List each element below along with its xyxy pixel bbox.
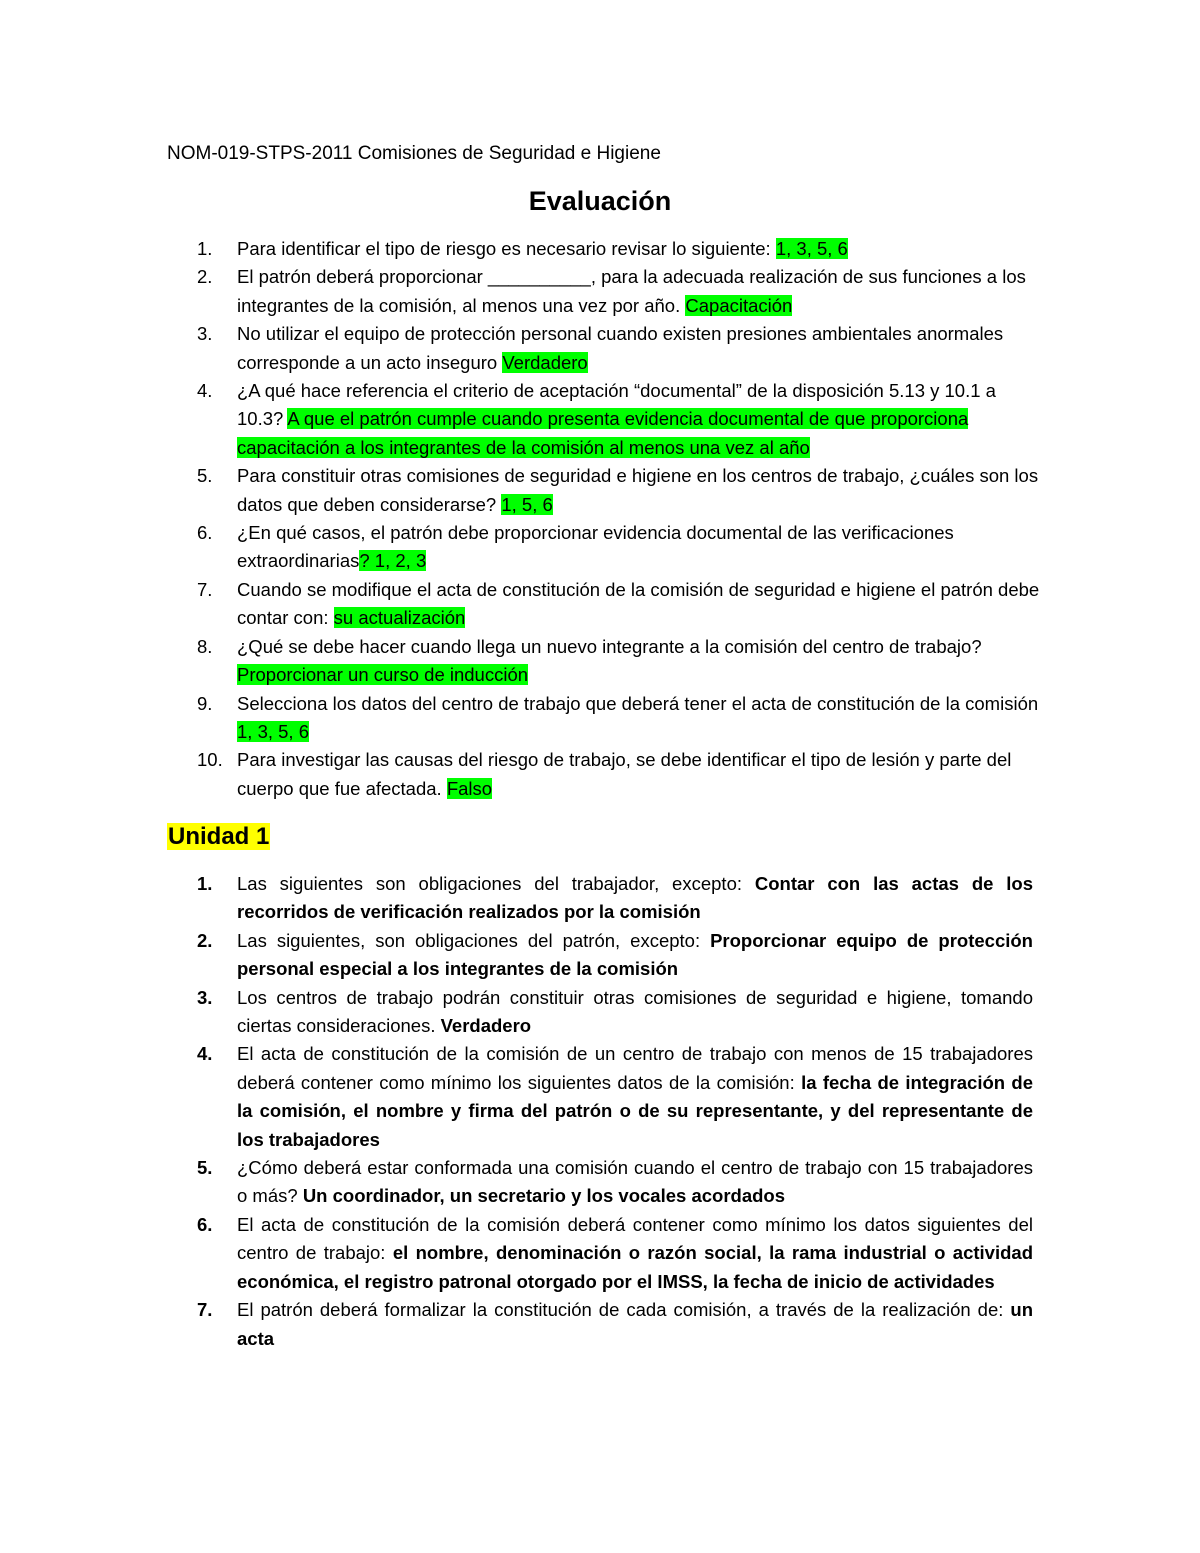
evaluation-item	[167, 690, 1047, 747]
item-number: 2.	[197, 929, 213, 951]
item-number: 5.	[197, 1157, 213, 1179]
item-number: 3.	[197, 323, 213, 345]
question-text: ¿A qué hace referencia el criterio de aceptación “documental” de la disposición 5.13 y 10.1 a 10.3?	[237, 380, 996, 430]
answer-highlight: A que el patrón cumple cuando presenta evidencia documental de que proporciona capacitación a los integrantes de la comisión al menos una vez al año	[237, 408, 969, 458]
answer-bold: el nombre, denominación o razón social, la rama industrial o actividad económica, el registro patronal otorgado por el IMSS, la fecha de inicio de actividades	[237, 1242, 1033, 1292]
unit-title-highlight: Unidad 1	[168, 823, 270, 850]
answer-highlight: 1, 3, 5, 6	[237, 720, 309, 742]
question-text: Cuando se modifique el acta de constitución de la comisión de seguridad e higiene el patrón debe contar con:	[237, 578, 1040, 629]
item-number: 5.	[197, 465, 213, 487]
section-title-evaluacion: Evaluación	[528, 186, 672, 216]
unit-title	[167, 821, 270, 853]
answer-bold: un acta	[237, 1299, 1033, 1349]
unit-item	[167, 1211, 1033, 1296]
answer-bold: Proporcionar equipo de protección personal especial a los integrantes de la comisión	[237, 929, 1033, 980]
unit-item	[167, 1154, 1033, 1211]
item-number: 6.	[197, 522, 213, 544]
answer-bold: la fecha de integración de la comisión, el nombre y firma del patrón o de su representante, y del representante de los trabajadores	[237, 1071, 1034, 1150]
unit-item	[167, 984, 1033, 1041]
answer-highlight: 1, 5, 6	[501, 493, 553, 515]
question-text: Selecciona los datos del centro de trabajo que deberá tener el acta de constitución de la comisión	[237, 692, 1039, 714]
question-text: Para constituir otras comisiones de seguridad e higiene en los centros de trabajo, ¿cuáles son los datos que deben considerarse?	[237, 465, 1039, 515]
evaluation-item	[167, 576, 1047, 633]
evaluation-item	[167, 377, 1047, 462]
answer-highlight: Falso	[446, 777, 493, 799]
evaluation-item	[167, 263, 1047, 320]
question-text: Las siguientes son obligaciones del trabajador, excepto:	[237, 873, 755, 894]
question-text: El patrón deberá proporcionar __________, para la adecuada realización de sus funciones a los integrantes de la comisión, al menos una vez por año.	[237, 266, 1026, 316]
answer-highlight: su actualización	[333, 607, 466, 629]
question-text: Las siguientes, son obligaciones del patrón, excepto:	[237, 929, 711, 951]
unit-item	[167, 870, 1033, 927]
question-text: No utilizar el equipo de protección personal cuando existen presiones ambientales anormales corresponde a un acto inseguro	[237, 323, 1004, 373]
answer-bold: Contar con las actas de los recorridos de verificación realizados por la comisión	[237, 873, 1033, 923]
item-number: 4.	[197, 380, 213, 402]
answer-bold: Un coordinador, un secretario y los vocales acordados	[302, 1185, 785, 1207]
question-text: ¿Qué se debe hacer cuando llega un nuevo integrante a la comisión del centro de trabajo?	[237, 635, 982, 657]
evaluation-item	[167, 320, 1047, 377]
unit-item	[167, 1296, 1033, 1353]
item-number: 3.	[197, 986, 213, 1008]
question-text: Para identificar el tipo de riesgo es necesario revisar lo siguiente:	[237, 238, 776, 259]
item-number: 7.	[197, 578, 213, 600]
question-text: ¿Cómo deberá estar conformada una comisión cuando el centro de trabajo con 15 trabajadores o más?	[237, 1157, 1033, 1207]
item-number: 2.	[197, 266, 213, 288]
evaluation-item	[167, 633, 1047, 690]
item-number: 7.	[197, 1299, 213, 1321]
answer-highlight: Proporcionar un curso de inducción	[237, 664, 529, 686]
question-text: El acta de constitución de la comisión deberá contener como mínimo los datos siguientes del centro de trabajo:	[237, 1213, 1033, 1264]
answer-highlight: Verdadero	[502, 351, 588, 373]
item-number: 4.	[197, 1043, 213, 1065]
document-title: NOM-019-STPS-2011 Comisiones de Seguridad e Higiene	[167, 143, 661, 164]
question-text: ¿En qué casos, el patrón debe proporcionar evidencia documental de las verificaciones extraordinarias	[237, 522, 954, 572]
evaluation-item	[167, 462, 1047, 519]
question-text: El patrón deberá formalizar la constitución de cada comisión, a través de la realización de:	[237, 1299, 1011, 1321]
unit-item	[167, 927, 1033, 984]
item-number: 6.	[197, 1213, 213, 1235]
answer-highlight: 1, 3, 5, 6	[775, 238, 848, 259]
evaluation-item	[167, 235, 1047, 263]
answer-bold: Verdadero	[440, 1015, 532, 1037]
question-text: El acta de constitución de la comisión de un centro de trabajo con menos de 15 trabajadores deberá contener como mínimo los siguientes datos de la comisión:	[237, 1043, 1033, 1093]
answer-highlight: Capacitación	[685, 294, 793, 316]
unit-item	[167, 1040, 1033, 1154]
item-number: 1.	[197, 873, 213, 894]
evaluation-item	[167, 519, 1047, 576]
evaluation-item	[167, 746, 1047, 803]
answer-highlight: ? 1, 2, 3	[359, 550, 427, 572]
item-number: 8.	[197, 635, 213, 657]
question-text: Para investigar las causas del riesgo de trabajo, se debe identificar el tipo de lesión y parte del cuerpo que fue afectada.	[237, 749, 1012, 799]
question-text: Los centros de trabajo podrán constituir otras comisiones de seguridad e higiene, tomando ciertas consideraciones.	[237, 986, 1033, 1037]
item-number: 1.	[197, 238, 213, 259]
item-number: 10.	[197, 749, 223, 771]
unit-question-list	[167, 870, 1033, 1353]
item-number: 9.	[197, 692, 213, 714]
evaluation-list	[167, 235, 1047, 803]
